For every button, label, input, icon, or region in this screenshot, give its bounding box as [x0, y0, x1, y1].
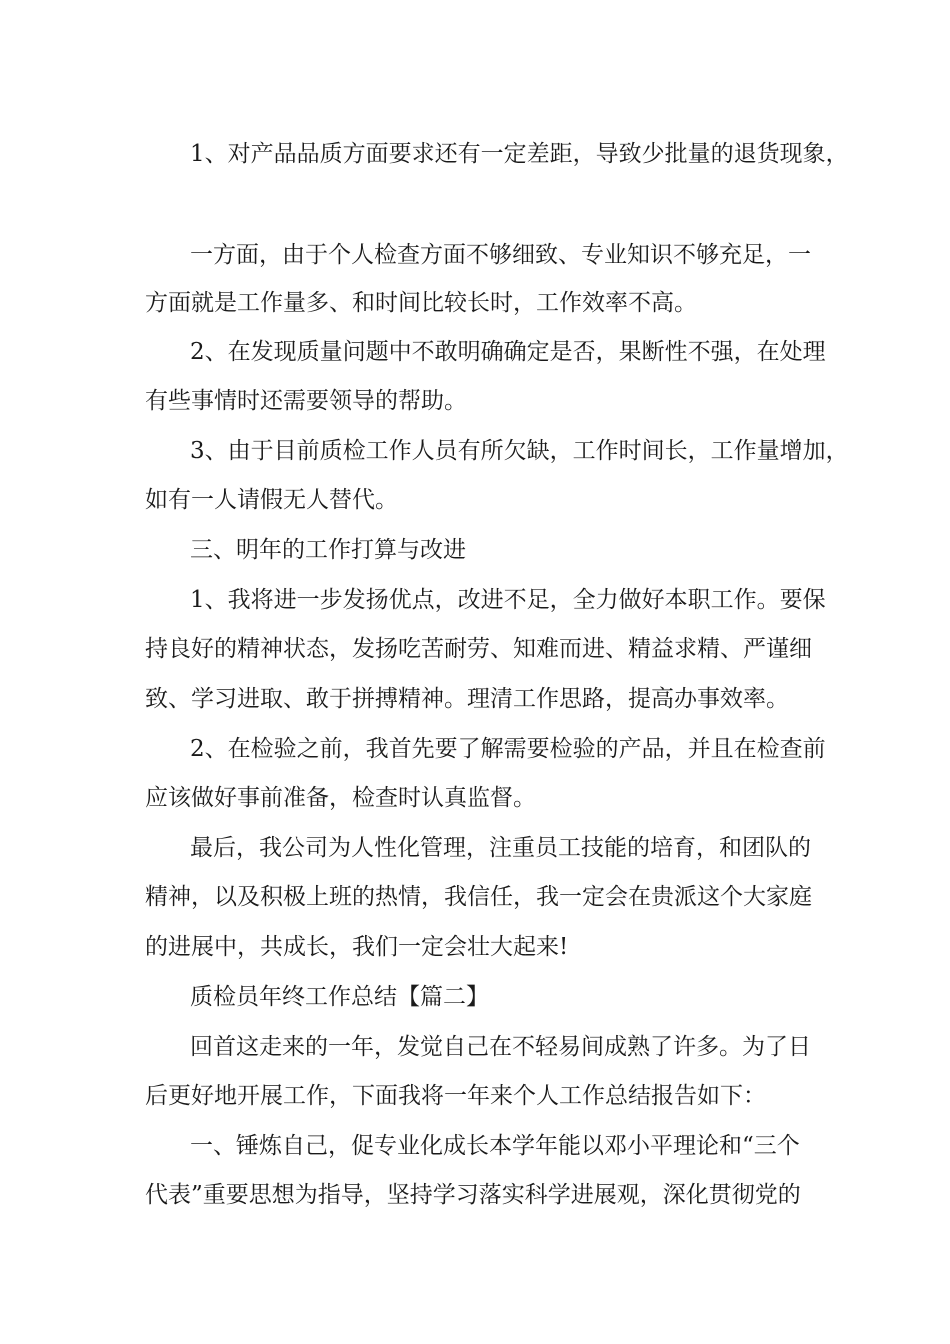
text-line: 如有一人请假无人替代。	[145, 487, 398, 513]
section-heading: 三、明年的工作打算与改进	[190, 537, 466, 563]
text-line: 后更好地开展工作，下面我将一年来个人工作总结报告如下：	[145, 1083, 766, 1109]
text-line: 3、由于目前质检工作人员有所欠缺，工作时间长，工作量增加，	[190, 438, 849, 464]
text-line: 最后，我公司为人性化管理，注重员工技能的培育，和团队的	[190, 835, 811, 861]
text-line: 1、我将进一步发扬优点，改进不足，全力做好本职工作。要保	[190, 587, 826, 613]
text-line: 一方面，由于个人检查方面不够细致、专业知识不够充足，一	[190, 242, 811, 268]
text-line: 代表”重要思想为指导，坚持学习落实科学进展观，深化贯彻党的	[145, 1182, 801, 1208]
text-line: 回首这走来的一年，发觉自己在不轻易间成熟了许多。为了日	[190, 1034, 811, 1060]
text-line: 应该做好事前准备，检查时认真监督。	[145, 785, 536, 811]
text-line: 持良好的精神状态，发扬吃苦耐劳、知难而进、精益求精、严谨细	[145, 636, 812, 662]
text-line: 的进展中，共成长，我们一定会壮大起来!	[145, 934, 569, 960]
text-line: 2、在发现质量问题中不敢明确确定是否，果断性不强，在处理	[190, 339, 826, 365]
text-line: 致、学习进取、敢于拼搏精神。理清工作思路，提高办事效率。	[145, 686, 789, 712]
text-line: 有些事情时还需要领导的帮助。	[145, 388, 467, 414]
text-line: 方面就是工作量多、和时间比较长时，工作效率不高。	[145, 290, 697, 316]
text-line: 1、对产品品质方面要求还有一定差距，导致少批量的退货现象，	[190, 141, 849, 167]
text-line: 一、锤炼自己，促专业化成长本学年能以邓小平理论和“三个	[190, 1133, 800, 1159]
text-line: 精神，以及积极上班的热情，我信任，我一定会在贵派这个大家庭	[145, 884, 812, 910]
section-title: 质检员年终工作总结【篇二】	[190, 984, 489, 1010]
text-line: 2、在检验之前，我首先要了解需要检验的产品，并且在检查前	[190, 736, 826, 762]
